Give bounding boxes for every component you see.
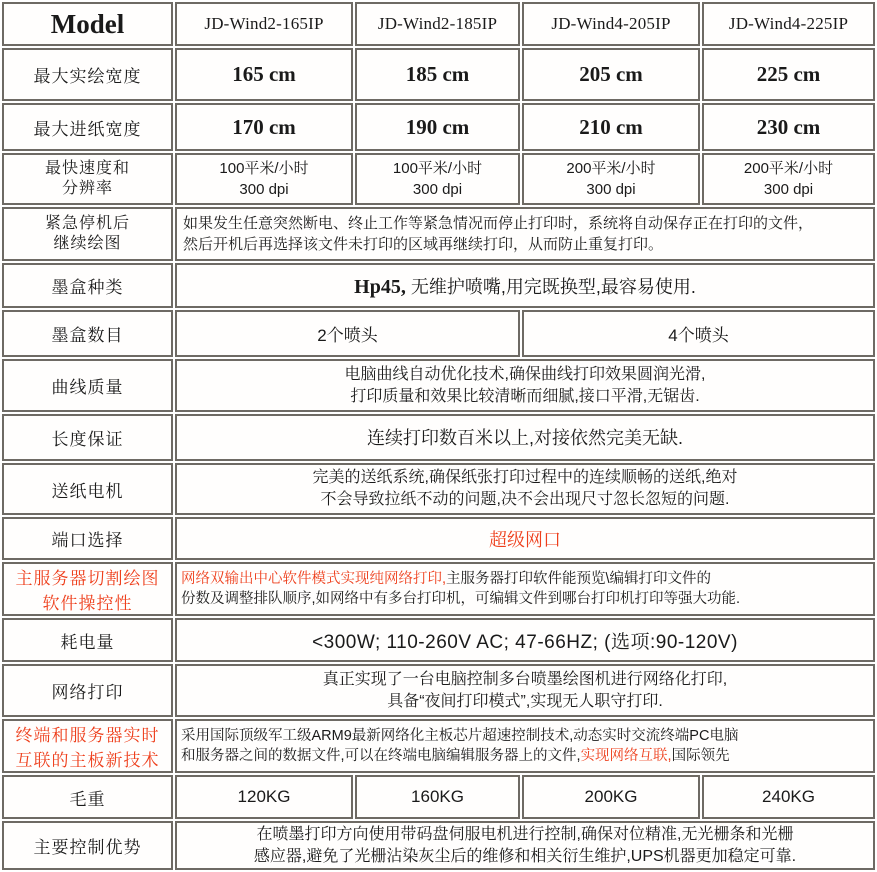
row-label: 最大实绘宽度 bbox=[2, 48, 173, 101]
cartridge-count-left: 2个喷头 bbox=[175, 310, 520, 357]
row-label: 主要控制优势 bbox=[2, 821, 173, 870]
paper-width-value: 170 cm bbox=[175, 103, 353, 151]
row-length-guarantee bbox=[2, 414, 875, 461]
row-draw-width bbox=[2, 48, 875, 101]
row-label: 终端和服务器实时 互联的主板新技术 bbox=[2, 719, 173, 773]
server-software-description: 网络双输出中心软件模式实现纯网络打印,主服务器打印软件能预览\编辑打印文件的 份数及调整排队顺序,如网络中有多台打印机，可编辑文件到哪台打印机打印等强大功能. bbox=[175, 562, 875, 616]
row-label: 送纸电机 bbox=[2, 463, 173, 515]
row-server-software bbox=[2, 562, 875, 616]
row-cartridge-count bbox=[2, 310, 875, 357]
feed-motor-description: 完美的送纸系统,确保纸张打印过程中的连续顺畅的送纸,绝对 不会导致拉纸不动的问题,决不会出现尺寸忽长忽短的问题. bbox=[175, 463, 875, 515]
cartridge-count-right: 4个喷头 bbox=[522, 310, 875, 357]
power-value: <300W; 110-260V AC; 47-66HZ; (选项:90-120V) bbox=[175, 618, 875, 662]
model-name-3: JD-Wind4-205IP bbox=[522, 2, 700, 46]
model-name-1: JD-Wind2-165IP bbox=[175, 2, 353, 46]
row-label: 紧急停机后 继续绘图 bbox=[2, 207, 173, 261]
cartridge-type-value: Hp45, 无维护喷嘴,用完既换型,最容易使用. bbox=[175, 263, 875, 308]
curve-quality-description: 电脑曲线自动优化技术,确保曲线打印效果圆润光滑, 打印质量和效果比较清晰而细腻,接口平滑,无锯齿. bbox=[175, 359, 875, 412]
speed-value: 200平米/小时 300 dpi bbox=[522, 153, 700, 205]
row-cartridge-type bbox=[2, 263, 875, 308]
mainboard-highlight: 实现网络互联, bbox=[580, 748, 672, 764]
gross-weight-value: 200KG bbox=[522, 775, 700, 819]
speed-value: 100平米/小时 300 dpi bbox=[355, 153, 520, 205]
gross-weight-value: 120KG bbox=[175, 775, 353, 819]
row-power-consumption bbox=[2, 618, 875, 662]
row-label: 端口选择 bbox=[2, 517, 173, 560]
draw-width-value: 165 cm bbox=[175, 48, 353, 101]
row-label: 网络打印 bbox=[2, 664, 173, 717]
row-paper-width bbox=[2, 103, 875, 151]
paper-width-value: 210 cm bbox=[522, 103, 700, 151]
row-label: 墨盒数目 bbox=[2, 310, 173, 357]
speed-value: 100平米/小时 300 dpi bbox=[175, 153, 353, 205]
row-mainboard-tech bbox=[2, 719, 875, 773]
network-printing-description: 真正实现了一台电脑控制多台喷墨绘图机进行网络化打印, 具备“夜间打印模式”,实现无人职守打印. bbox=[175, 664, 875, 717]
row-label: 毛重 bbox=[2, 775, 173, 819]
draw-width-value: 185 cm bbox=[355, 48, 520, 101]
row-label: 长度保证 bbox=[2, 414, 173, 461]
model-header-label: Model bbox=[2, 2, 173, 46]
row-label: 最大进纸宽度 bbox=[2, 103, 173, 151]
length-guarantee-description: 连续打印数百米以上,对接依然完美无缺. bbox=[175, 414, 875, 461]
row-speed-resolution bbox=[2, 153, 875, 205]
port-value: 超级网口 bbox=[175, 517, 875, 560]
row-resume-print bbox=[2, 207, 875, 261]
row-control-advantage bbox=[2, 821, 875, 870]
row-feed-motor bbox=[2, 463, 875, 515]
draw-width-value: 205 cm bbox=[522, 48, 700, 101]
resume-description: 如果发生任意突然断电、终止工作等紧急情况而停止打印时，系统将自动保存正在打印的文件， 然后开机后再选择该文件未打印的区域再继续打印，从而防止重复打印。 bbox=[175, 207, 875, 261]
cartridge-model: Hp45, bbox=[354, 275, 406, 298]
row-label: 墨盒种类 bbox=[2, 263, 173, 308]
header-row bbox=[2, 2, 875, 46]
model-name-4: JD-Wind4-225IP bbox=[702, 2, 875, 46]
draw-width-value: 225 cm bbox=[702, 48, 875, 101]
model-name-2: JD-Wind2-185IP bbox=[355, 2, 520, 46]
speed-value: 200平米/小时 300 dpi bbox=[702, 153, 875, 205]
row-label: 耗电量 bbox=[2, 618, 173, 662]
row-port-selection bbox=[2, 517, 875, 560]
row-label: 主服务器切割绘图 软件操控性 bbox=[2, 562, 173, 616]
paper-width-value: 230 cm bbox=[702, 103, 875, 151]
mainboard-description: 采用国际顶级军工级ARM9最新网络化主板芯片超速控制技术,动态实时交流终端PC电脑 和服务器之间的数据文件,可以在终端电脑编辑服务器上的文件,实现网络互联,国际领先 bbox=[175, 719, 875, 773]
row-label: 曲线质量 bbox=[2, 359, 173, 412]
paper-width-value: 190 cm bbox=[355, 103, 520, 151]
row-label: 最快速度和 分辨率 bbox=[2, 153, 173, 205]
server-software-highlight: 网络双输出中心软件模式实现纯网络打印, bbox=[181, 571, 447, 587]
row-gross-weight bbox=[2, 775, 875, 819]
row-network-printing bbox=[2, 664, 875, 717]
control-advantage-description: 在喷墨打印方向使用带码盘伺服电机进行控制,确保对位精准,无光栅条和光栅 感应器,避免了光栅沾染灰尘后的维修和相关衍生维护,UPS机器更加稳定可靠. bbox=[175, 821, 875, 870]
row-curve-quality bbox=[2, 359, 875, 412]
gross-weight-value: 160KG bbox=[355, 775, 520, 819]
gross-weight-value: 240KG bbox=[702, 775, 875, 819]
